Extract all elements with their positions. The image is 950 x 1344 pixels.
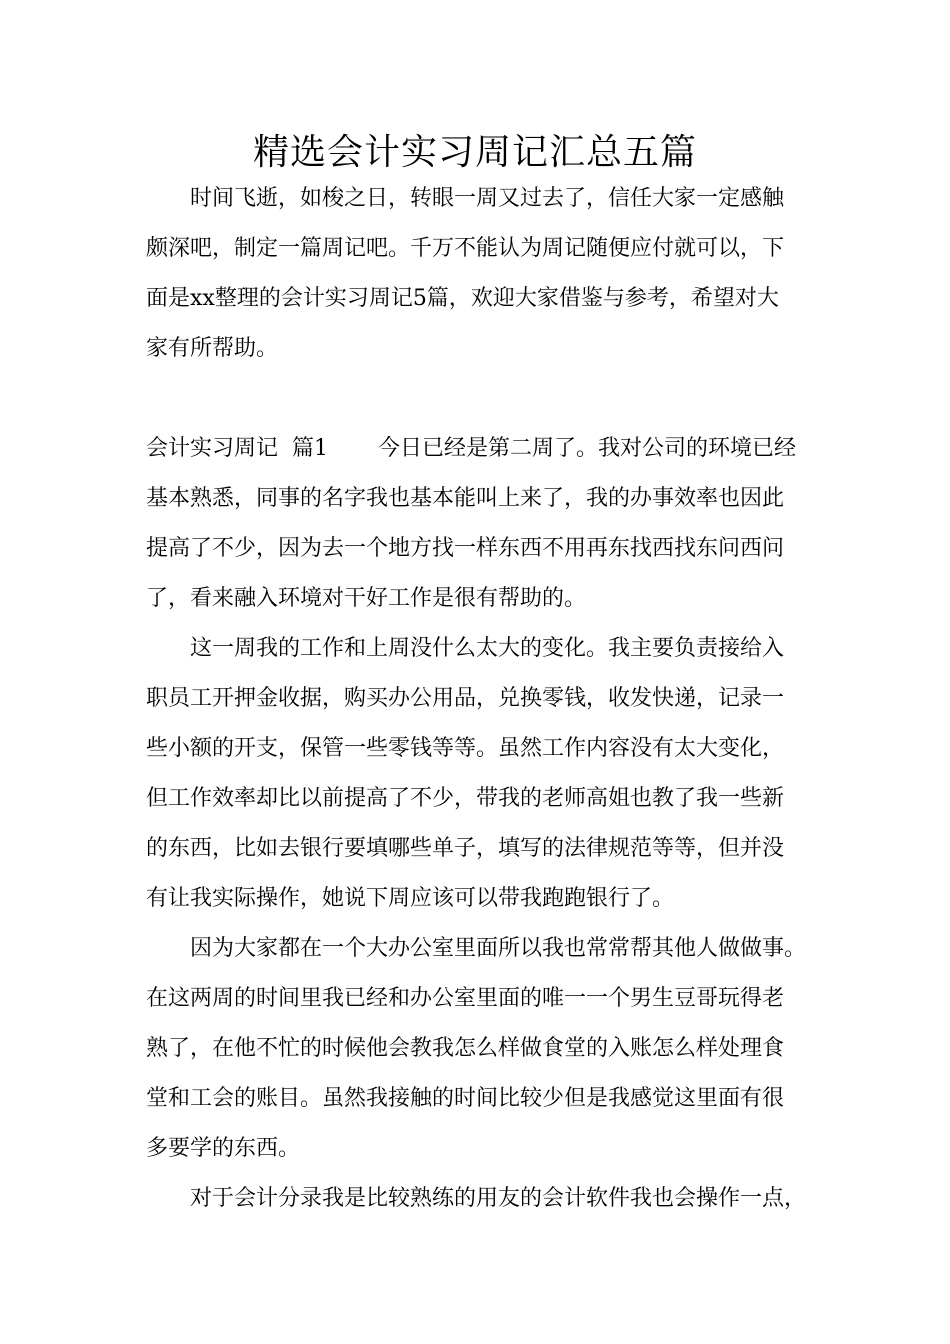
para2-line: 这一周我的工作和上周没什么太大的变化。我主要负责接给入 <box>190 636 785 661</box>
intro-paragraph <box>146 174 804 374</box>
intro-line: 时间飞逝，如梭之日，转眼一周又过去了，信任大家一定感触 <box>190 186 785 211</box>
para2-line: 的东西，比如去银行要填哪些单子，填写的法律规范等等，但并没 <box>146 836 785 861</box>
paragraph-3 <box>146 924 807 1174</box>
section1-paragraph <box>146 424 804 624</box>
section1-line: 了，看来融入环境对干好工作是很有帮助的。 <box>146 586 587 611</box>
para3-line: 堂和工会的账目。虽然我接触的时间比较少但是我感觉这里面有很 <box>146 1086 785 1111</box>
para3-line: 熟了，在他不忙的时候他会教我怎么样做食堂的入账怎么样处理食 <box>146 1036 785 1061</box>
paragraph-2 <box>146 624 804 924</box>
intro-line: 面是xx整理的会计实习周记5篇，欢迎大家借鉴与参考，希望对大 <box>146 286 779 311</box>
para3-line: 在这两周的时间里我已经和办公室里面的唯一一个男生豆哥玩得老 <box>146 986 785 1011</box>
para2-line: 但工作效率却比以前提高了不少，带我的老师高姐也教了我一些新 <box>146 786 785 811</box>
para3-line: 因为大家都在一个大办公室里面所以我也常常帮其他人做做事。 <box>190 936 807 961</box>
intro-line: 家有所帮助。 <box>146 336 279 361</box>
para3-line: 多要学的东西。 <box>146 1136 301 1161</box>
section1-first-line-text: 今日已经是第二周了。我对公司的环境已经 <box>377 436 796 461</box>
intro-line: 颇深吧，制定一篇周记吧。千万不能认为周记随便应付就可以，下 <box>146 236 785 261</box>
para4-line: 对于会计分录我是比较熟练的用友的会计软件我也会操作一点， <box>190 1186 807 1211</box>
para2-line: 有让我实际操作，她说下周应该可以带我跑跑银行了。 <box>146 886 675 911</box>
section1-first-line <box>146 424 804 474</box>
paragraph-4 <box>146 1174 807 1224</box>
section1-heading: 会计实习周记 篇1 <box>146 436 328 461</box>
para2-line: 些小额的开支，保管一些零钱等等。虽然工作内容没有太大变化， <box>146 736 785 761</box>
document-title: 精选会计实习周记汇总五篇 <box>252 132 697 173</box>
section1-line: 基本熟悉，同事的名字我也基本能叫上来了，我的办事效率也因此 <box>146 486 785 511</box>
section1-line: 提高了不少，因为去一个地方找一样东西不用再东找西找东问西问 <box>146 536 785 561</box>
para2-line: 职员工开押金收据，购买办公用品，兑换零钱，收发快递，记录一 <box>146 686 785 711</box>
